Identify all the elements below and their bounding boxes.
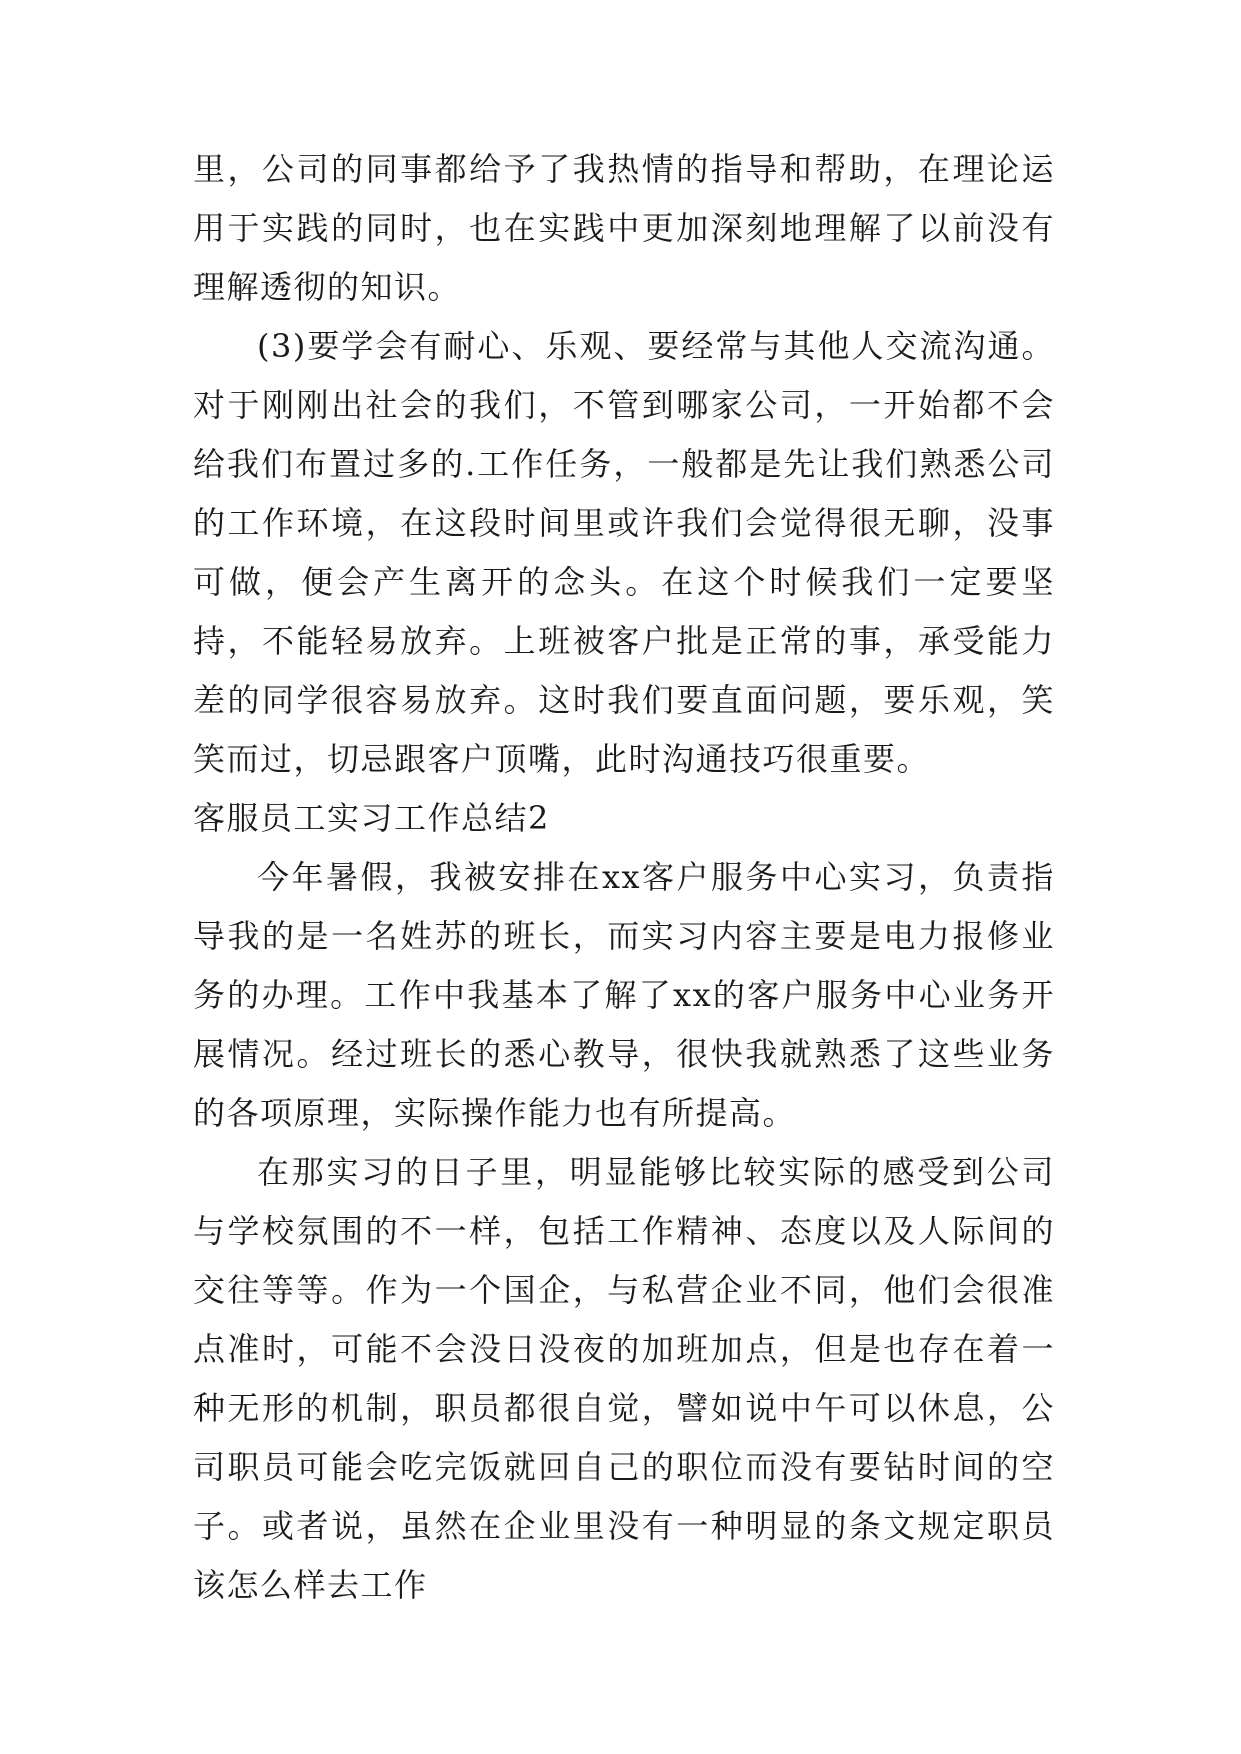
document-page bbox=[193, 140, 1055, 1615]
paragraph-2: (3)要学会有耐心、乐观、要经常与其他人交流沟通。对于刚刚出社会的我们，不管到哪家公司，一开始都不会给我们布置过多的.工作任务，一般都是先让我们熟悉公司的工作环境，在这段时间里或许我们会觉得很无聊，没事可做，便会产生离开的念头。在这个时候我们一定要坚持，不能轻易放弃。上班被客户批是正常的事，承受能力差的同学很容易放弃。这时我们要直面问题，要乐观，笑笑而过，切忌跟客户顶嘴，此时沟通技巧很重要。 bbox=[193, 327, 1055, 778]
paragraph-1: 里，公司的同事都给予了我热情的指导和帮助，在理论运用于实践的同时，也在实践中更加深刻地理解了以前没有理解透彻的知识。 bbox=[193, 150, 1055, 306]
paragraph-3: 今年暑假，我被安排在xx客户服务中心实习，负责指导我的是一名姓苏的班长，而实习内容主要是电力报修业务的办理。工作中我基本了解了xx的客户服务中心业务开展情况。经过班长的悉心教导，很快我就熟悉了这些业务的各项原理，实际操作能力也有所提高。 bbox=[193, 858, 1055, 1132]
section-heading: 客服员工实习工作总结2 bbox=[193, 799, 550, 837]
paragraph-4: 在那实习的日子里，明显能够比较实际的感受到公司与学校氛围的不一样，包括工作精神、态度以及人际间的交往等等。作为一个国企，与私营企业不同，他们会很准点准时，可能不会没日没夜的加班加点，但是也存在着一种无形的机制，职员都很自觉，譬如说中午可以休息，公司职员可能会吃完饭就回自己的职位而没有要钻时间的空子。或者说，虽然在企业里没有一种明显的条文规定职员该怎么样去工作 bbox=[193, 1153, 1055, 1604]
